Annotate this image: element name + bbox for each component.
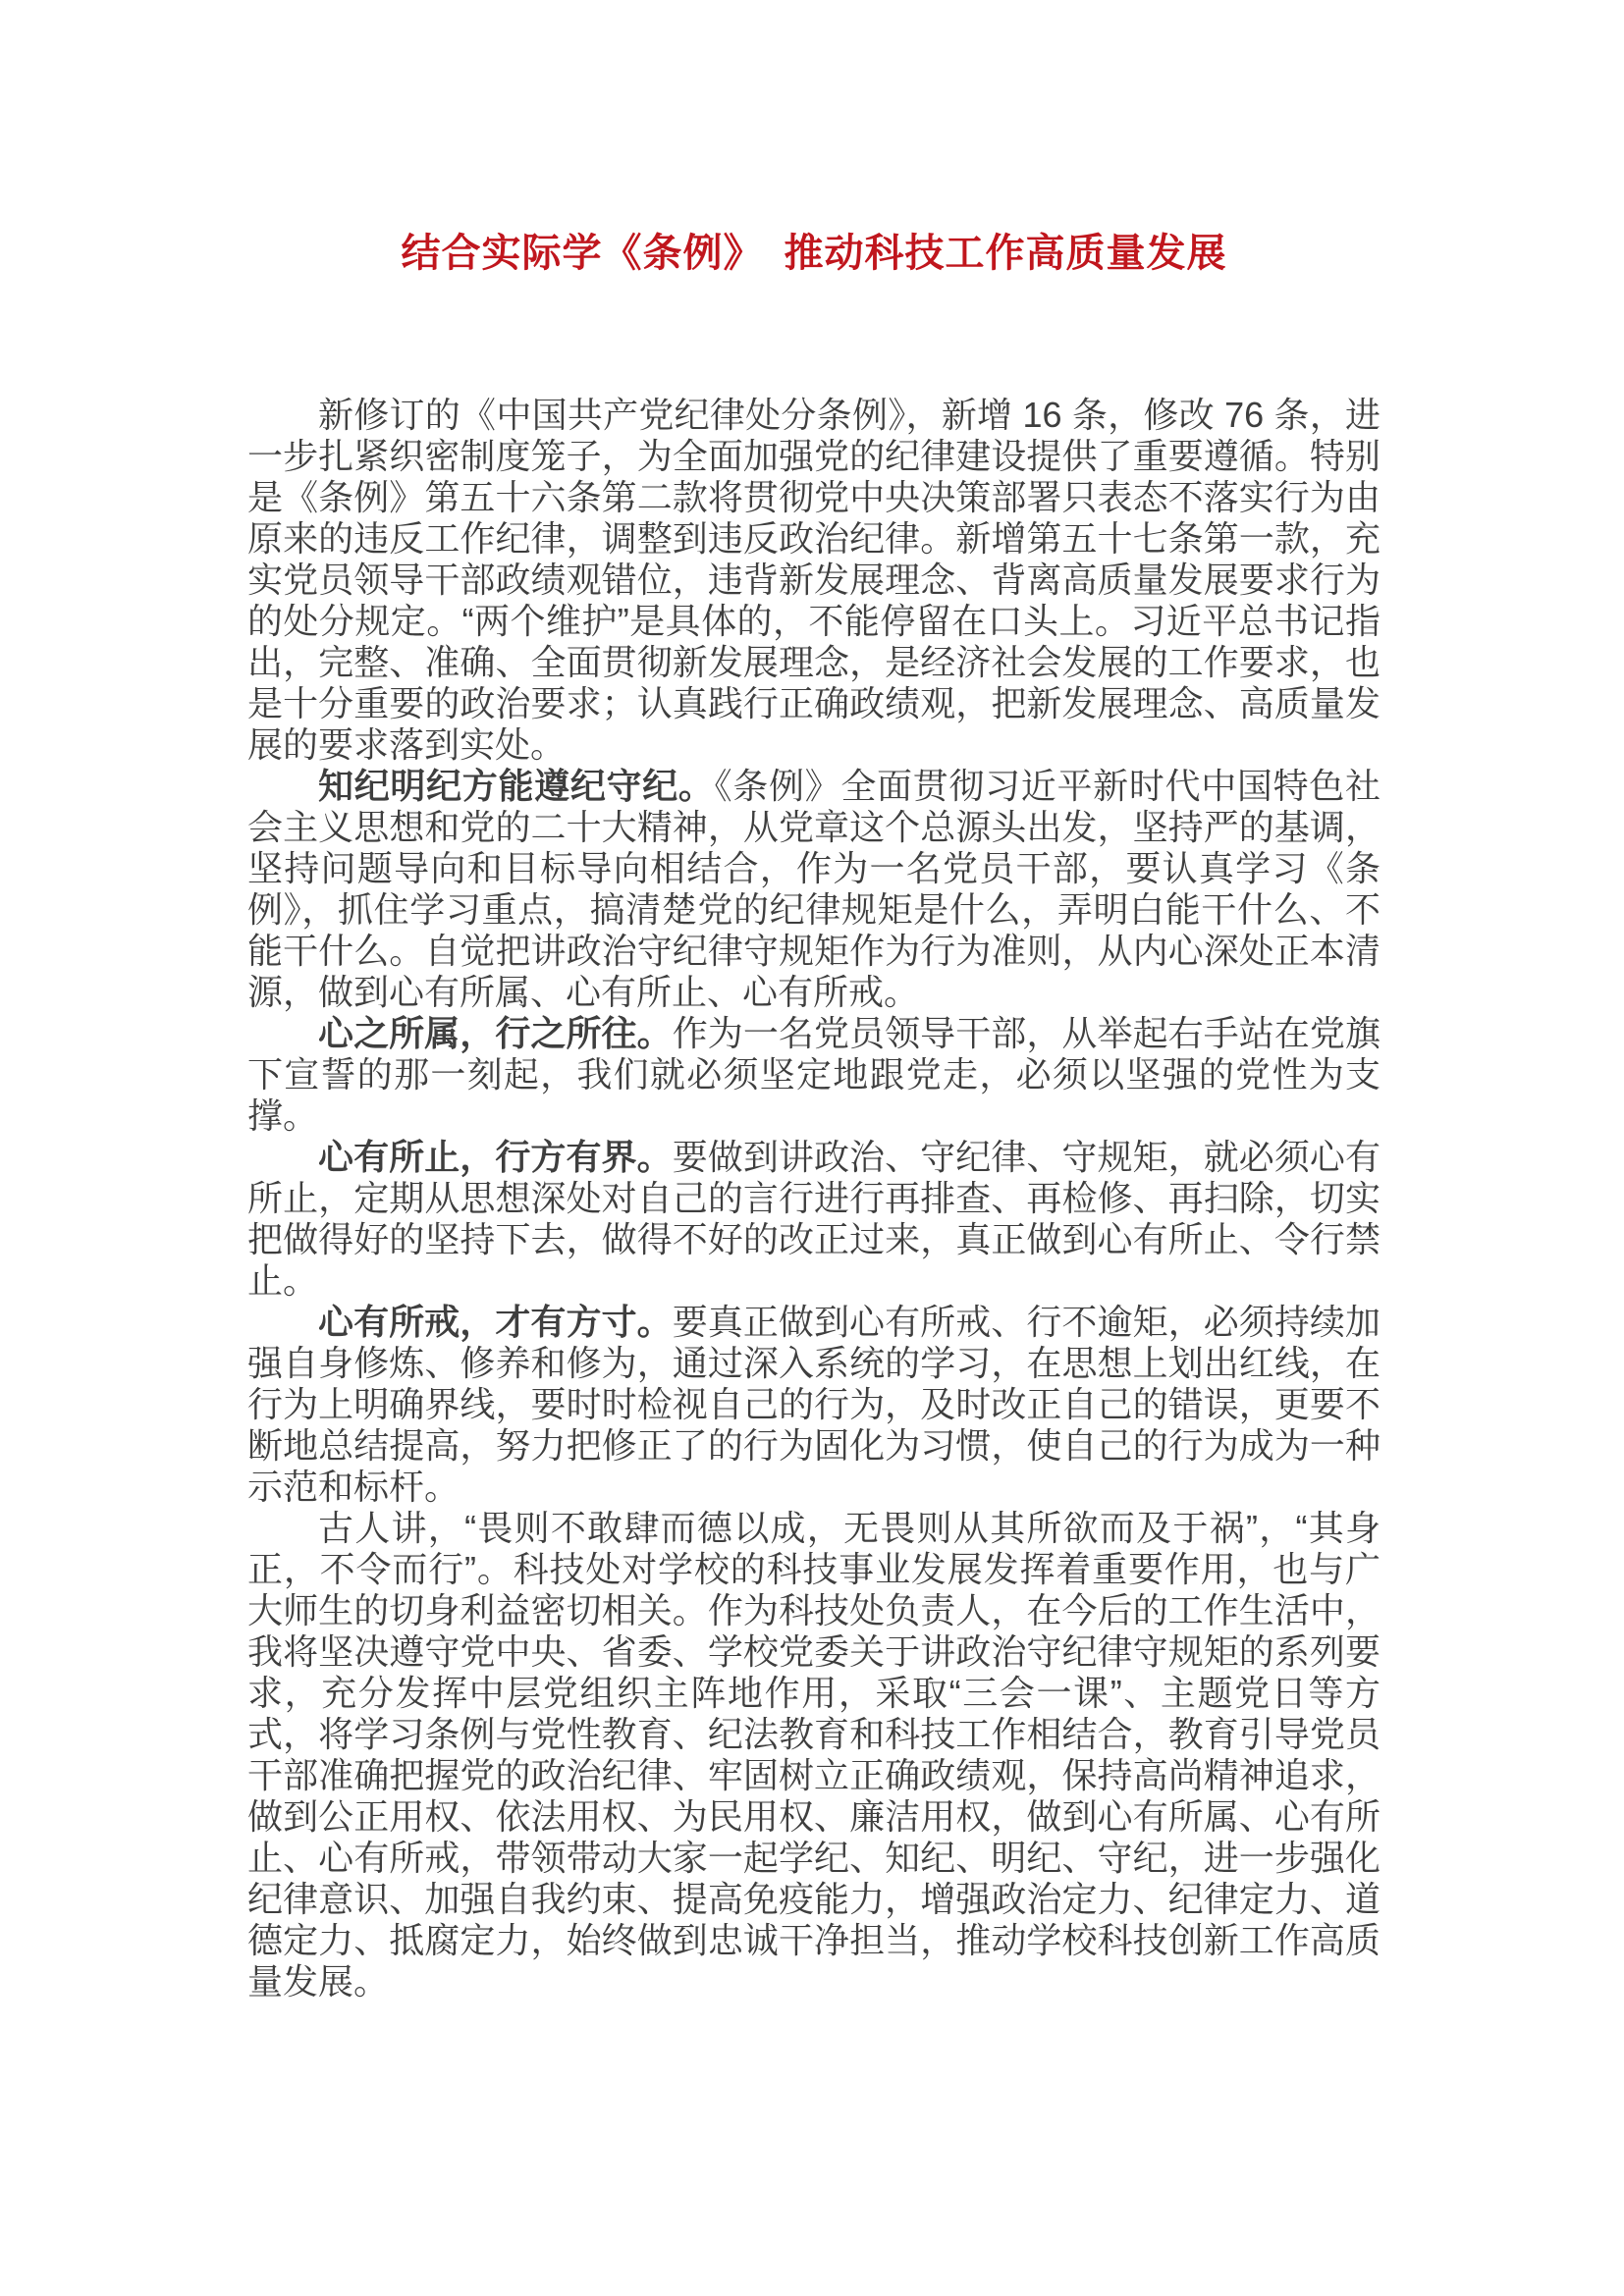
document-title: 结合实际学《条例》 推动科技工作高质量发展 <box>401 232 1227 275</box>
paragraph-conclusion <box>247 1508 1380 2002</box>
paragraph-xin-you-suo-jie <box>247 1302 1380 1508</box>
paragraph-xin-zhi-suo-shu <box>247 1013 1380 1137</box>
paragraph-intro <box>247 395 1380 766</box>
document-body <box>247 395 1380 2002</box>
paragraph-text: 古人讲，“畏则不敢肆而德以成，无畏则从其所欲而及于祸”，“其身正，不令而行”。科技处对学校的科技事业发展发挥着重要作用，也与广大师生的切身利益密切相关。作为科技处负责人，在今后的工作生活中，我将坚决遵守党中央、省委、学校党委关于讲政治守纪律守规矩的系列要求，充分发挥中层党组织主阵地作用，采取“三会一课”、主题党日等方式，将学习条例与党性教育、纪法教育和科技工作相结合，教育引导党员干部准确把握党的政治纪律、牢固树立正确政绩观，保持高尚精神追求，做到公正用权、依法用权、为民用权、廉洁用权，做到心有所属、心有所止、心有所戒，带领带动大家一起学纪、知纪、明纪、守纪，进一步强化纪律意识、加强自我约束、提高免疫能力，增强政治定力、纪律定力、道德定力、抵腐定力，始终做到忠诚干净担当，推动学校科技创新工作高质量发展。 <box>247 1508 1380 2002</box>
paragraph-zhiji-mingji <box>247 766 1380 1013</box>
paragraph-text: 要做到讲政治、守纪律、守规矩，就必须心有所止，定期从思想深处对自己的言行进行再排查、再检修、再扫除，切实把做得好的坚持下去，做得不好的改正过来，真正做到心有所止、令行禁止。 <box>247 1137 1380 1301</box>
paragraph-text: 《条例》全面贯彻习近平新时代中国特色社会主义思想和党的二十大精神，从党章这个总源头出发，坚持严的基调，坚持问题导向和目标导向相结合，作为一名党员干部，要认真学习《条例》，抓住学习重点，搞清楚党的纪律规矩是什么，弄明白能干什么、不能干什么。自觉把讲政治守纪律守规矩作为行为准则，从内心深处正本清源，做到心有所属、心有所止、心有所戒。 <box>247 766 1380 1012</box>
paragraph-lead: 心有所止，行方有界。 <box>318 1137 673 1177</box>
paragraph-lead: 心有所戒，才有方寸。 <box>318 1302 673 1342</box>
paragraph-lead: 知纪明纪方能遵纪守纪。 <box>318 766 715 806</box>
paragraph-xin-you-suo-zhi <box>247 1137 1380 1302</box>
paragraph-lead: 心之所属，行之所往。 <box>318 1013 673 1053</box>
paragraph-text: 要真正做到心有所戒、行不逾矩，必须持续加强自身修炼、修养和修为，通过深入系统的学习，在思想上划出红线，在行为上明确界线，要时时检视自己的行为，及时改正自己的错误，更要不断地总结提高，努力把修正了的行为固化为习惯，使自己的行为成为一种示范和标杆。 <box>247 1302 1380 1507</box>
paragraph-text: 作为一名党员领导干部，从举起右手站在党旗下宣誓的那一刻起，我们就必须坚定地跟党走，必须以坚强的党性为支撑。 <box>247 1013 1380 1136</box>
paragraph-text: 新修订的《中国共产党纪律处分条例》，新增 16 条，修改 76 条，进一步扎紧织密制度笼子，为全面加强党的纪律建设提供了重要遵循。特别是《条例》第五十六条第二款将贯彻党中央决策部署只表态不落实行为由原来的违反工作纪律，调整到违反政治纪律。新增第五十七条第一款，充实党员领导干部政绩观错位，违背新发展理念、背离高质量发展要求行为的处分规定。“两个维护”是具体的，不能停留在口头上。习近平总书记指出，完整、准确、全面贯彻新发展理念，是经济社会发展的工作要求，也是十分重要的政治要求；认真践行正确政绩观，把新发展理念、高质量发展的要求落到实处。 <box>247 395 1380 765</box>
